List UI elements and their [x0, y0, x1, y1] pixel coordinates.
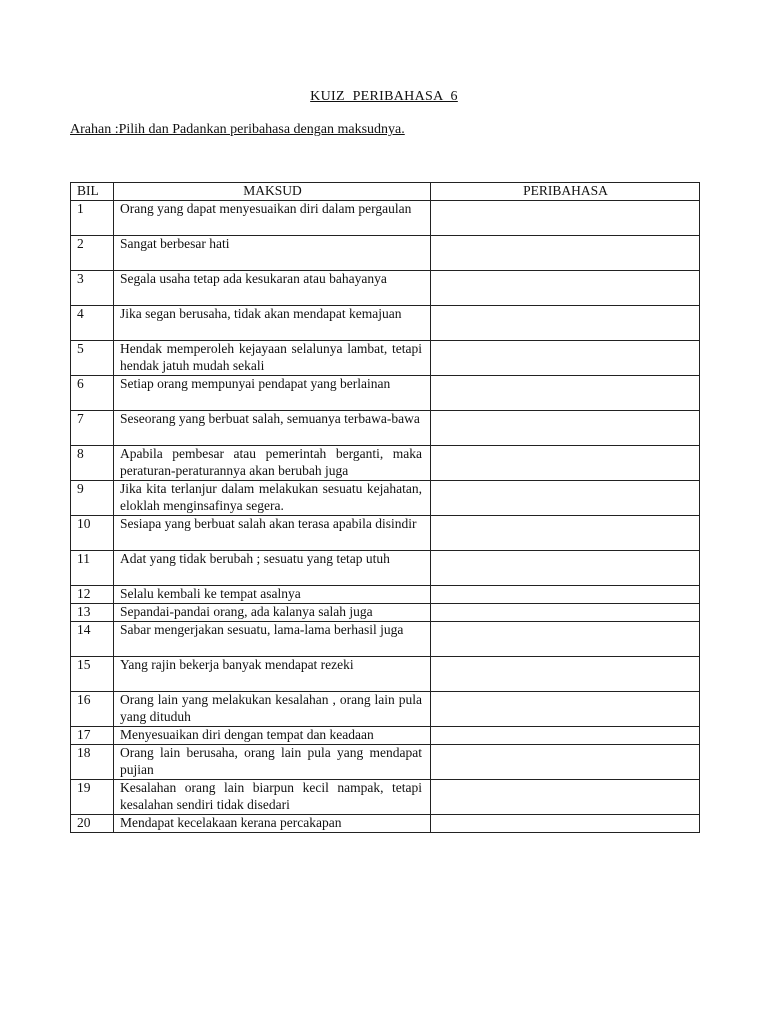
peribahasa-answer-cell[interactable]: [431, 411, 700, 446]
page-title: KUIZ PERIBAHASA 6: [310, 89, 458, 104]
row-number: 18: [71, 745, 114, 780]
maksud-cell: Jika kita terlanjur dalam melakukan sesuatu kejahatan, eloklah menginsafinya segera.: [114, 481, 431, 516]
maksud-cell: Menyesuaikan diri dengan tempat dan keadaan: [114, 727, 431, 745]
table-row: [71, 745, 700, 780]
row-number: 12: [71, 586, 114, 604]
row-number: 11: [71, 551, 114, 586]
row-number: 14: [71, 622, 114, 657]
peribahasa-answer-cell[interactable]: [431, 271, 700, 306]
table-row: [71, 586, 700, 604]
row-number: 4: [71, 306, 114, 341]
peribahasa-answer-cell[interactable]: [431, 446, 700, 481]
table-row: [71, 306, 700, 341]
table-row: [71, 411, 700, 446]
maksud-cell: Sabar mengerjakan sesuatu, lama-lama berhasil juga: [114, 622, 431, 657]
quiz-table: [70, 182, 700, 833]
row-number: 9: [71, 481, 114, 516]
header-bil: BIL: [71, 183, 114, 201]
maksud-cell: Sesiapa yang berbuat salah akan terasa apabila disindir: [114, 516, 431, 551]
maksud-cell: Segala usaha tetap ada kesukaran atau bahayanya: [114, 271, 431, 306]
peribahasa-answer-cell[interactable]: [431, 481, 700, 516]
maksud-cell: Setiap orang mempunyai pendapat yang berlainan: [114, 376, 431, 411]
maksud-cell: Sangat berbesar hati: [114, 236, 431, 271]
maksud-cell: Apabila pembesar atau pemerintah berganti, maka peraturan-peraturannya akan berubah juga: [114, 446, 431, 481]
peribahasa-answer-cell[interactable]: [431, 586, 700, 604]
row-number: 15: [71, 657, 114, 692]
header-peribahasa: PERIBAHASA: [431, 183, 700, 201]
table-row: [71, 727, 700, 745]
row-number: 3: [71, 271, 114, 306]
header-maksud: MAKSUD: [114, 183, 431, 201]
table-row: [71, 657, 700, 692]
peribahasa-answer-cell[interactable]: [431, 376, 700, 411]
maksud-cell: Mendapat kecelakaan kerana percakapan: [114, 815, 431, 833]
peribahasa-answer-cell[interactable]: [431, 236, 700, 271]
row-number: 8: [71, 446, 114, 481]
table-row: [71, 780, 700, 815]
row-number: 17: [71, 727, 114, 745]
row-number: 20: [71, 815, 114, 833]
table-row: [71, 271, 700, 306]
row-number: 10: [71, 516, 114, 551]
table-row: [71, 341, 700, 376]
table-row: [71, 622, 700, 657]
row-number: 2: [71, 236, 114, 271]
table-row: [71, 236, 700, 271]
peribahasa-answer-cell[interactable]: [431, 516, 700, 551]
maksud-cell: Seseorang yang berbuat salah, semuanya terbawa-bawa: [114, 411, 431, 446]
peribahasa-answer-cell[interactable]: [431, 341, 700, 376]
maksud-cell: Orang yang dapat menyesuaikan diri dalam pergaulan: [114, 201, 431, 236]
maksud-cell: Orang lain yang melakukan kesalahan , orang lain pula yang dituduh: [114, 692, 431, 727]
table-row: [71, 604, 700, 622]
peribahasa-answer-cell[interactable]: [431, 622, 700, 657]
maksud-cell: Hendak memperoleh kejayaan selalunya lambat, tetapi hendak jatuh mudah sekali: [114, 341, 431, 376]
peribahasa-answer-cell[interactable]: [431, 815, 700, 833]
table-row: [71, 551, 700, 586]
row-number: 19: [71, 780, 114, 815]
table-row: [71, 376, 700, 411]
table-row: [71, 446, 700, 481]
instruction-text: Arahan :Pilih dan Padankan peribahasa dengan maksudnya.: [70, 122, 405, 137]
peribahasa-answer-cell[interactable]: [431, 727, 700, 745]
row-number: 16: [71, 692, 114, 727]
table-row: [71, 692, 700, 727]
maksud-cell: Sepandai-pandai orang, ada kalanya salah juga: [114, 604, 431, 622]
maksud-cell: Orang lain berusaha, orang lain pula yang mendapat pujian: [114, 745, 431, 780]
peribahasa-answer-cell[interactable]: [431, 692, 700, 727]
peribahasa-answer-cell[interactable]: [431, 551, 700, 586]
table-row: [71, 481, 700, 516]
peribahasa-answer-cell[interactable]: [431, 780, 700, 815]
peribahasa-answer-cell[interactable]: [431, 745, 700, 780]
table-header-row: [71, 183, 700, 201]
row-number: 6: [71, 376, 114, 411]
maksud-cell: Adat yang tidak berubah ; sesuatu yang tetap utuh: [114, 551, 431, 586]
row-number: 5: [71, 341, 114, 376]
peribahasa-answer-cell[interactable]: [431, 201, 700, 236]
peribahasa-answer-cell[interactable]: [431, 604, 700, 622]
maksud-cell: Kesalahan orang lain biarpun kecil nampak, tetapi kesalahan sendiri tidak disedari: [114, 780, 431, 815]
maksud-cell: Selalu kembali ke tempat asalnya: [114, 586, 431, 604]
table-row: [71, 201, 700, 236]
peribahasa-answer-cell[interactable]: [431, 306, 700, 341]
table-row: [71, 815, 700, 833]
row-number: 1: [71, 201, 114, 236]
maksud-cell: Yang rajin bekerja banyak mendapat rezeki: [114, 657, 431, 692]
maksud-cell: Jika segan berusaha, tidak akan mendapat kemajuan: [114, 306, 431, 341]
table-row: [71, 516, 700, 551]
peribahasa-answer-cell[interactable]: [431, 657, 700, 692]
row-number: 7: [71, 411, 114, 446]
row-number: 13: [71, 604, 114, 622]
